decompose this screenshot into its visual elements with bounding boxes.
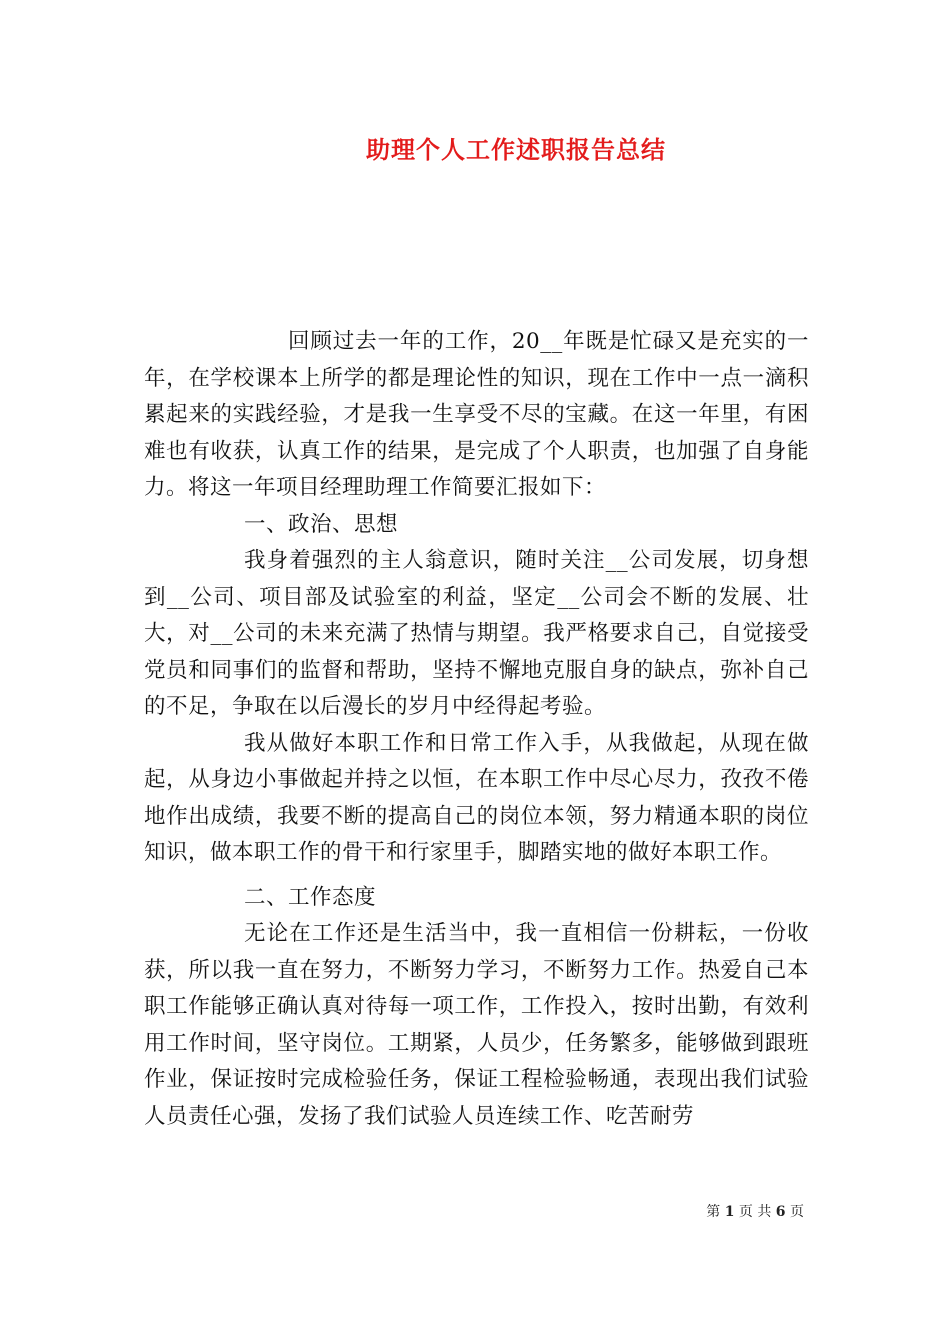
footer-prefix: 第 — [706, 1204, 721, 1220]
paragraph-politics-2: 我从做好本职工作和日常工作入手，从我做起，从现在做起，从身边小事做起并持之以恒，在本职工作中尽心尽力，孜孜不倦地作出成绩，我要不断的提高自己的岗位本领，努力精通本职的岗位知识，做本职工作的骨干和行家里手，脚踏实地的做好本职工作。 — [144, 730, 809, 865]
footer-total-pages: 6 — [775, 1204, 786, 1220]
document-body — [144, 324, 809, 1135]
footer-middle: 页 共 — [738, 1204, 772, 1220]
footer-current-page: 1 — [724, 1204, 735, 1220]
document-title: 助理个人工作述职报告总结 — [366, 135, 666, 164]
page-number-footer — [706, 1202, 804, 1222]
footer-suffix: 页 — [790, 1204, 804, 1220]
section-heading-attitude: 二、工作态度 — [244, 884, 377, 910]
paragraph-attitude-1: 无论在工作还是生活当中，我一直相信一份耕耘，一份收获，所以我一直在努力，不断努力学习，不断努力工作。热爱自己本职工作能够正确认真对待每一项工作，工作投入，按时出勤，有效利用工作时间，坚守岗位。工期紧，人员少，任务繁多，能够做到跟班作业，保证按时完成检验任务，保证工程检验畅通，表现出我们试验人员责任心强，发扬了我们试验人员连续工作、吃苦耐劳 — [144, 921, 809, 1129]
paragraph-politics-1: 我身着强烈的主人翁意识，随时关注__公司发展，切身想到__公司、项目部及试验室的利益，坚定__公司会不断的发展、壮大，对__公司的未来充满了热情与期望。我严格要求自己，自觉接受党员和同事们的监督和帮助，坚持不懈地克服自身的缺点，弥补自己的不足，争取在以后漫长的岁月中经得起考验。 — [144, 548, 809, 719]
paragraph-intro: 回顾过去一年的工作，20__年既是忙碌又是充实的一年，在学校课本上所学的都是理论性的知识，现在工作中一点一滴积累起来的实践经验，才是我一生享受不尽的宝藏。在这一年里，有困难也有收获，认真工作的结果，是完成了个人职责，也加强了自身能力。将这一年项目经理助理工作简要汇报如下： — [144, 329, 809, 500]
section-heading-politics: 一、政治、思想 — [244, 511, 399, 537]
